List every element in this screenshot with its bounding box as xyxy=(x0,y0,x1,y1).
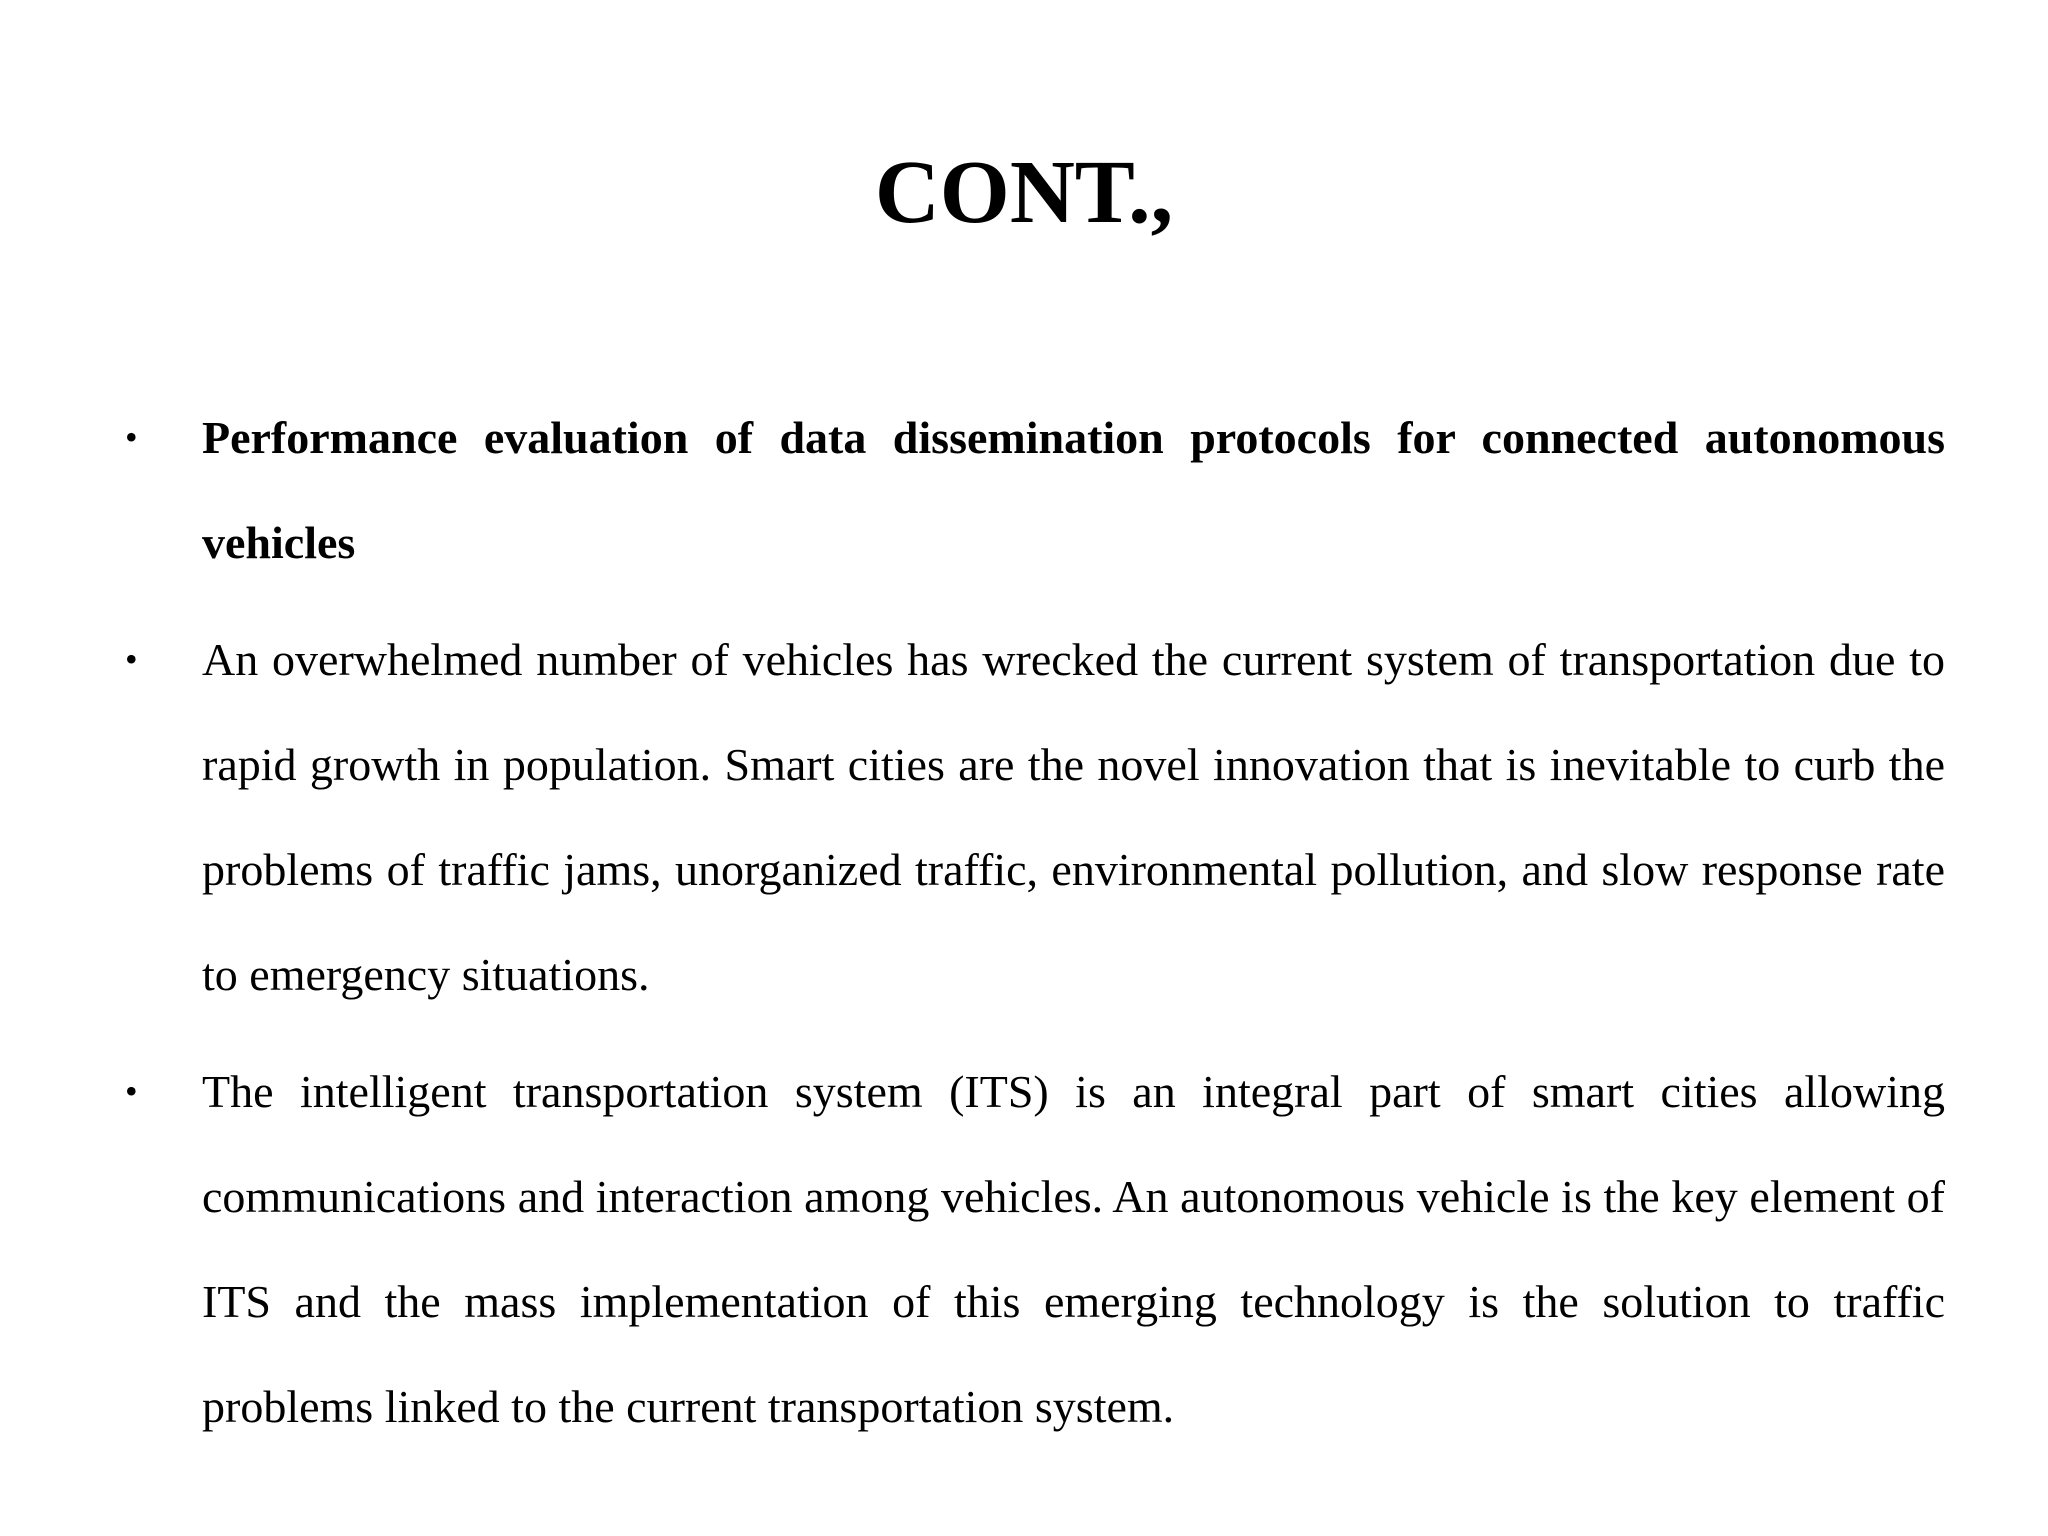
bullet-item-its xyxy=(125,1039,1945,1459)
bullet-text: The intelligent transportation system (ITS) is an integral part of smart cities allowing communications and interaction among vehicles. An autonomous vehicle is the key element of ITS and the mass implementation of this emerging technology is the solution to traffic problems linked to the current transportation system. xyxy=(202,1066,1945,1432)
bullet-item-smart-cities xyxy=(125,607,1945,1027)
bullet-icon: • xyxy=(125,639,138,679)
bullet-icon: • xyxy=(125,1071,138,1111)
bullet-text: An overwhelmed number of vehicles has wrecked the current system of transportation due to rapid growth in population. Smart cities are the novel innovation that is inevitable to curb the problems of traffic jams, unorganized traffic, environmental pollution, and slow response rate to emergency situations. xyxy=(202,634,1945,1000)
bullet-list xyxy=(125,385,1945,1471)
bullet-icon: • xyxy=(125,417,138,457)
bullet-text: Performance evaluation of data dissemination protocols for connected autonomous vehicles xyxy=(202,412,1945,568)
bullet-item-paper-title xyxy=(125,385,1945,595)
slide-title: CONT., xyxy=(874,143,1174,242)
